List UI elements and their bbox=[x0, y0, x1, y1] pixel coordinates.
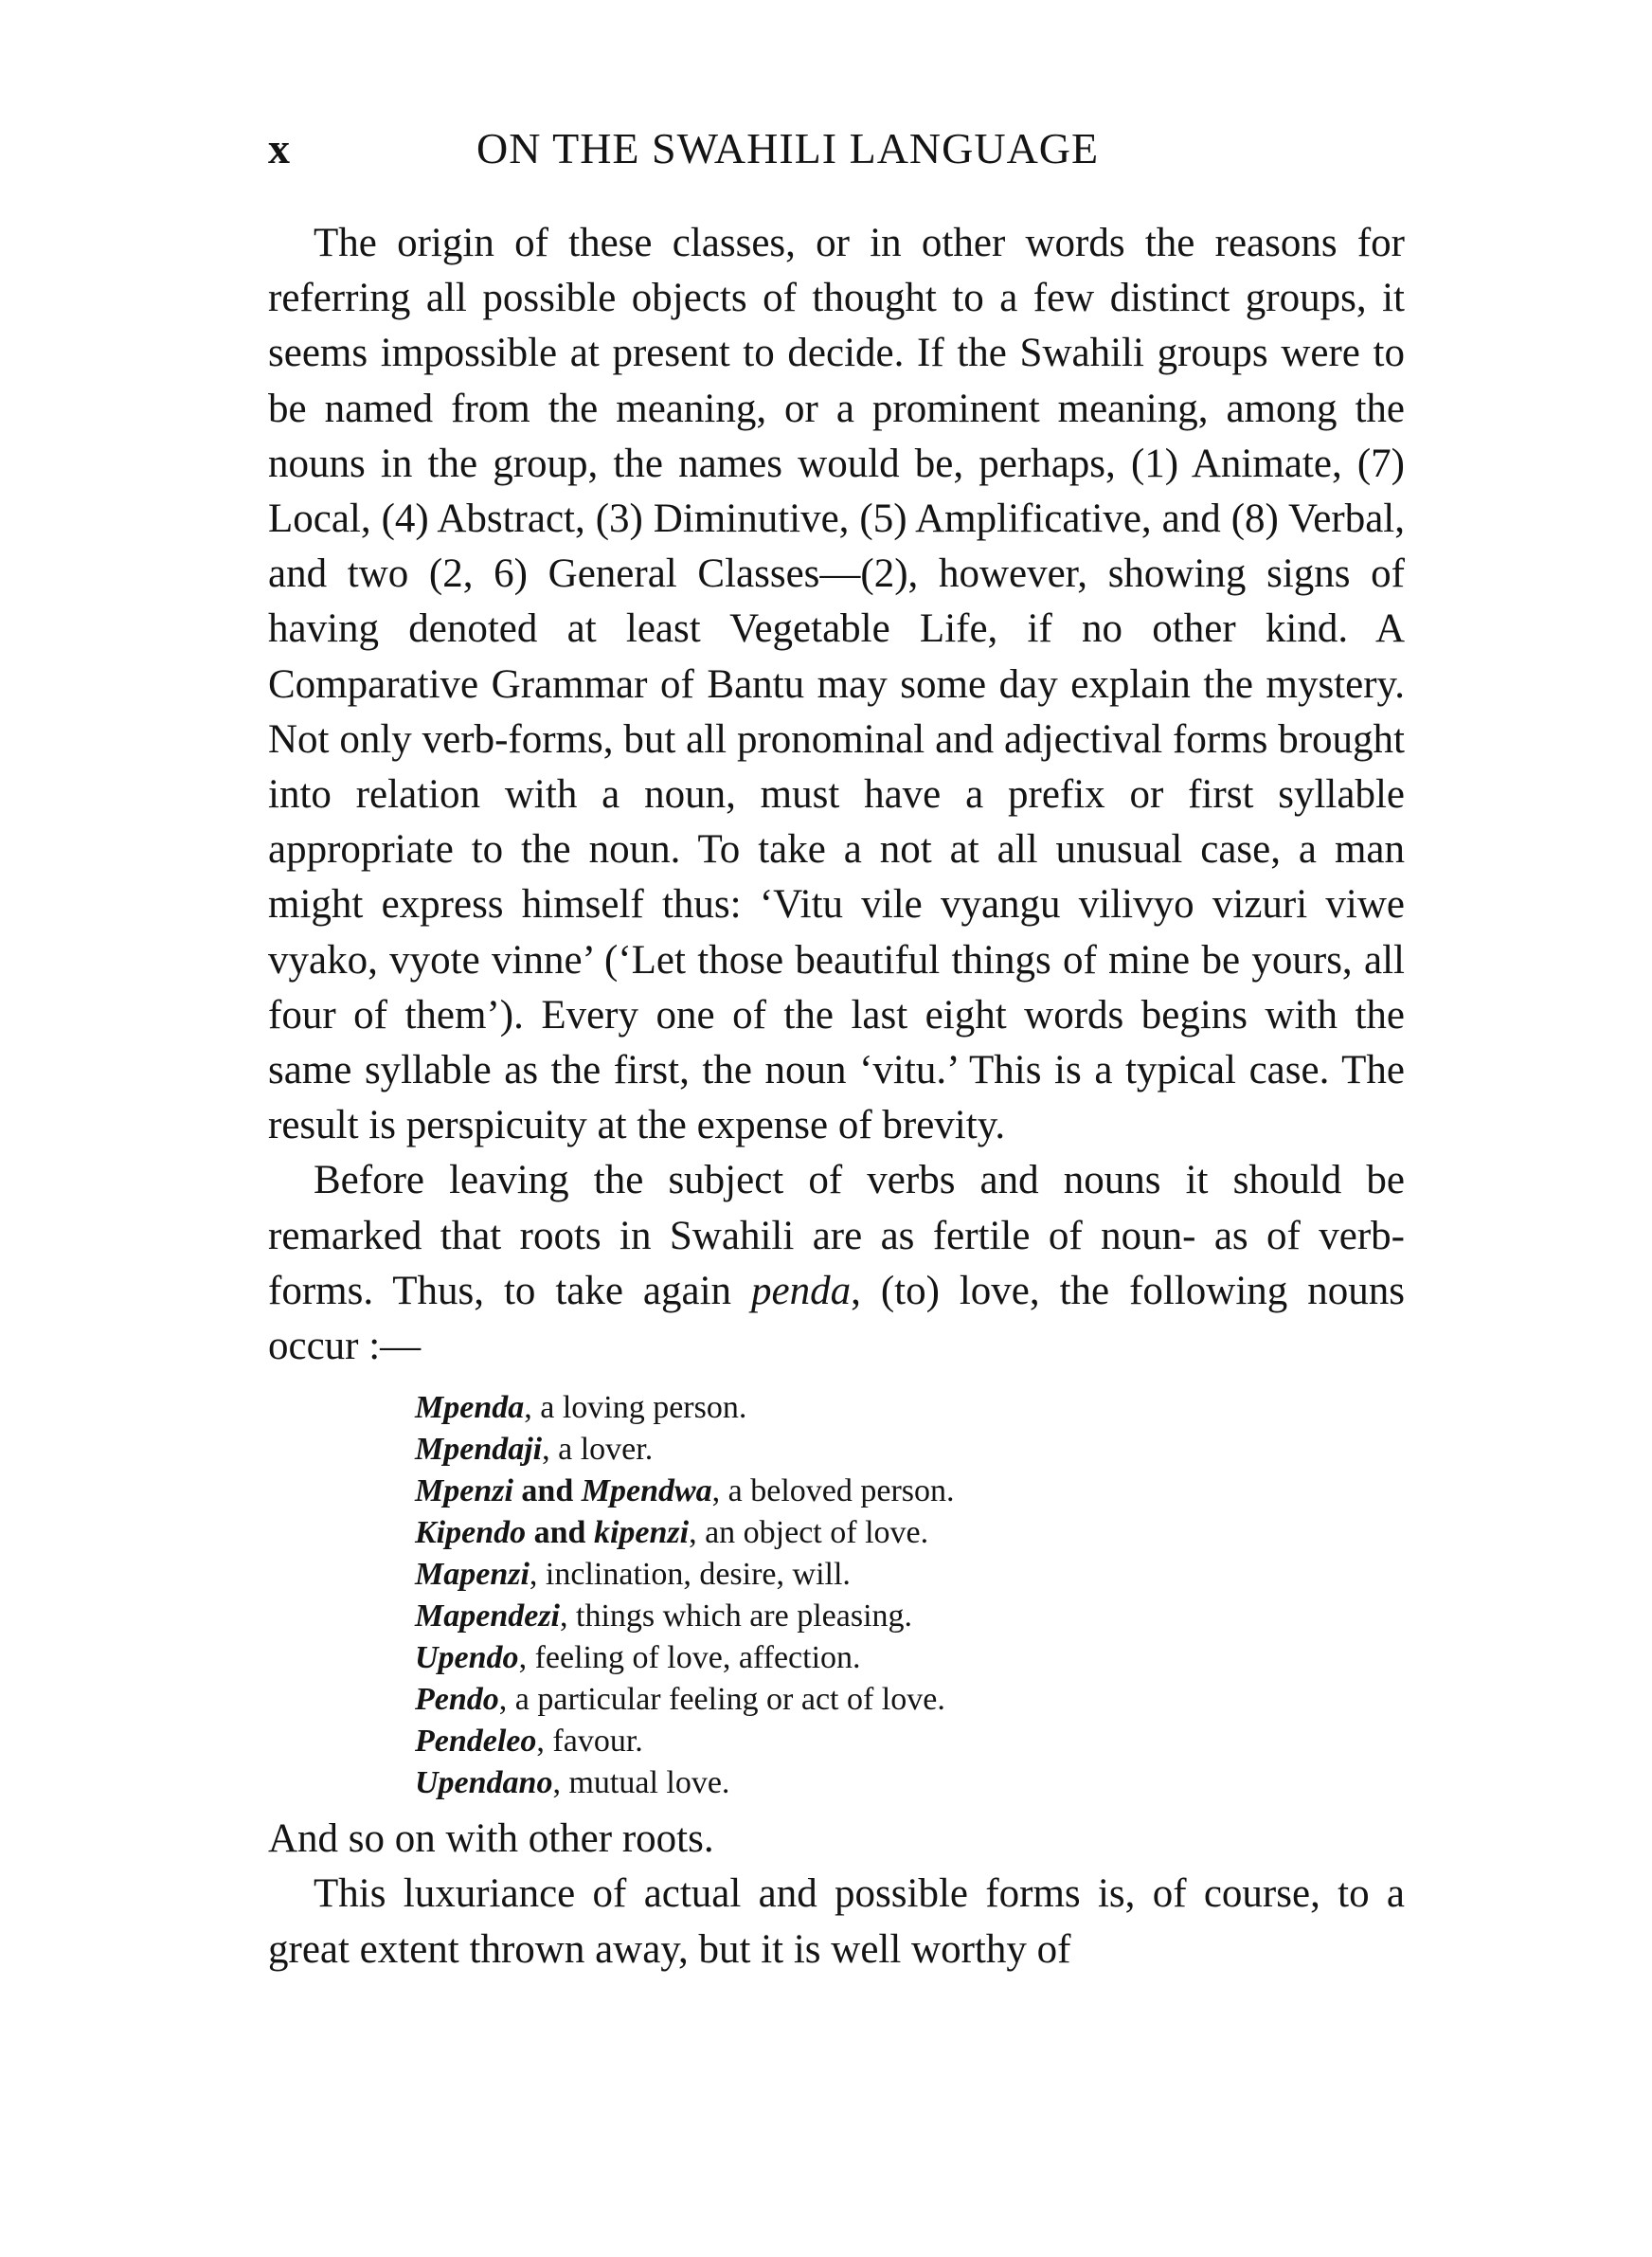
example-term-second: Mpendwa bbox=[581, 1473, 712, 1509]
example-term: Mpenzi bbox=[415, 1473, 513, 1509]
example-term: Upendo bbox=[415, 1640, 519, 1676]
example-gloss: , mutual love. bbox=[552, 1765, 730, 1801]
paragraph-other-roots: And so on with other roots. bbox=[268, 1816, 714, 1862]
example-term: Mpenda bbox=[415, 1390, 525, 1426]
example-item bbox=[415, 1679, 1405, 1721]
noun-examples-list bbox=[415, 1387, 1405, 1804]
example-gloss: , a lover. bbox=[542, 1432, 654, 1468]
example-item bbox=[415, 1554, 1405, 1596]
example-item bbox=[415, 1429, 1405, 1471]
example-item bbox=[415, 1721, 1405, 1762]
example-term: Upendano bbox=[415, 1765, 553, 1801]
paragraph-noun-forms-start: Before leaving the subject of verbs and nouns it should be remarked that roots in Swahili are as fertile of noun- as of verb-forms. Thus, to take again bbox=[268, 1158, 1405, 1313]
example-item bbox=[415, 1512, 1405, 1554]
example-gloss: , an object of love. bbox=[689, 1515, 929, 1551]
example-gloss: , a particular feeling or act of love. bbox=[498, 1682, 945, 1718]
example-item bbox=[415, 1387, 1405, 1429]
paragraph-noun-forms-end: , (to) love, the following nouns occur :— bbox=[268, 1268, 1405, 1369]
example-term: Kipendo bbox=[415, 1515, 527, 1551]
paragraph-noun-classes: The origin of these classes, or in other words the reasons for referring all possible objects of thought to a few distinct groups, it seems impossible at present to decide. If the Swahili groups were to be named from the meaning, or a prominent meaning, among the nouns in the group, the names would be, perhaps, (1) Animate, (7) Local, (4) Abstract, (3) Diminutive, (5) Amplificative, and (8) Verbal, and two (2, 6) General Classes—(2), however, showing signs of having denoted at least Vegetable Life, if no other kind. A Comparative Grammar of Bantu may some day explain the mystery. Not only verb-forms, but all pronominal and adjectival forms brought into relation with a noun, must have a prefix or first syllable appropriate to the noun. To take a not at all unusual case, a man might express himself thus: ‘Vitu vile vyangu vilivyo vizuri viwe vyako, vyote vinne’ (‘Let those beautiful things of mine be yours, all four of them’). Every one of the last eight words begins with the same syllable as the first, the noun ‘vitu.’ This is a typical case. The result is perspicuity at the expense of brevity. bbox=[268, 221, 1405, 1148]
example-item bbox=[415, 1637, 1405, 1679]
example-gloss: , favour. bbox=[536, 1724, 643, 1760]
example-item bbox=[415, 1471, 1405, 1512]
body-text bbox=[268, 216, 1405, 1977]
example-term: Mapenzi bbox=[415, 1557, 530, 1593]
example-gloss: , things which are pleasing. bbox=[560, 1598, 913, 1634]
paragraph-noun-forms bbox=[268, 1153, 1405, 1374]
example-term: Mapendezi bbox=[415, 1598, 560, 1634]
example-item bbox=[415, 1762, 1405, 1804]
italic-root-word: penda bbox=[751, 1268, 852, 1313]
running-head: ON THE SWAHILI LANGUAGE bbox=[476, 124, 1100, 172]
example-conjunction: and bbox=[512, 1473, 582, 1509]
example-term: Mpendaji bbox=[415, 1432, 543, 1468]
example-item bbox=[415, 1596, 1405, 1637]
example-gloss: , inclination, desire, will. bbox=[529, 1557, 851, 1593]
paragraph-luxuriance: This luxuriance of actual and possible forms is, of course, to a great extent thrown away, but it is well worthy of bbox=[268, 1871, 1405, 1972]
page-number: x bbox=[268, 124, 290, 172]
example-term: Pendo bbox=[415, 1682, 499, 1718]
example-gloss: , a beloved person. bbox=[711, 1473, 955, 1509]
example-gloss: , feeling of love, affection. bbox=[518, 1640, 861, 1676]
example-term-second: kipenzi bbox=[593, 1515, 690, 1551]
example-gloss: , a loving person. bbox=[524, 1390, 747, 1426]
example-term: Pendeleo bbox=[415, 1724, 537, 1760]
page-header bbox=[268, 123, 1405, 190]
example-conjunction: and bbox=[526, 1515, 594, 1551]
